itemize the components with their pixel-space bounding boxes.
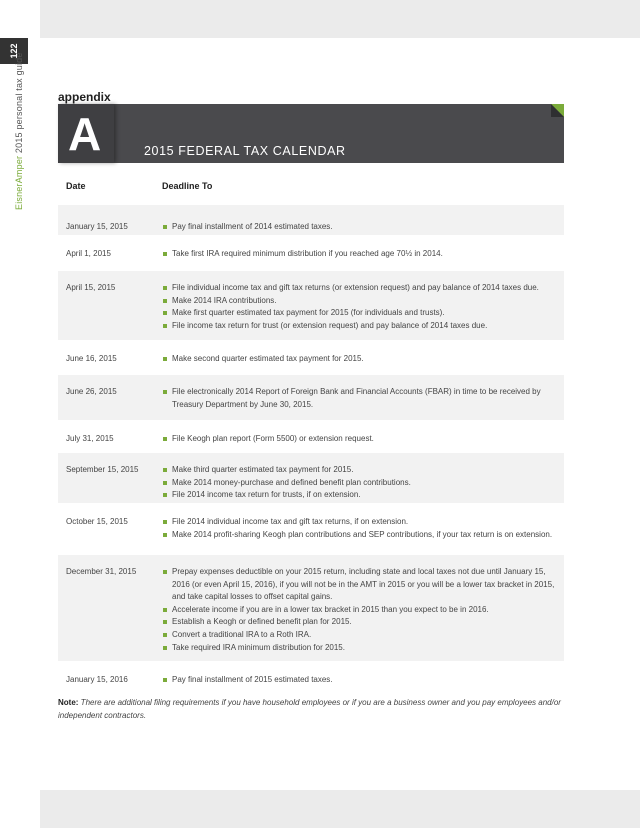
running-head [14,52,24,210]
deadline-item-text: Make third quarter estimated tax payment for 2015. [172,465,354,474]
deadline-item [163,307,559,320]
bullet-square-icon [163,481,167,485]
bullet-square-icon [163,311,167,315]
deadline-item-text: File income tax return for trust (or extension request) and pay balance of 2014 taxes due. [172,320,488,330]
deadline-item [163,386,559,411]
bullet-square-icon [163,633,167,637]
bullet-square-icon [163,533,167,537]
deadline-list [163,566,559,654]
row-date: January 15, 2015 [66,222,128,231]
row-date: April 15, 2015 [66,283,116,292]
page-number: 122 [9,43,19,59]
deadline-item-text: Make 2014 money-purchase and defined benefit plan contributions. [172,477,411,487]
deadline-item-text: Make first quarter estimated tax payment for 2015 (for individuals and trusts). [172,308,445,318]
row-date: April 1, 2015 [66,249,111,258]
deadline-item [163,353,559,366]
bullet-square-icon [163,620,167,624]
column-header-date: Date [66,181,86,191]
deadline-list [163,353,559,366]
deadline-item [163,433,559,446]
deadline-item-text: Prepay expenses deductible on your 2015 return, including state and local taxes not due until January 15, 2016 (or even April 15, 2016), if you will not be in the AMT in 2015 or you will be a lower tax bracket in 2015, and take capital losses to offset capital gains. [172,567,555,602]
deadline-item [163,616,559,629]
deadline-list [163,386,559,411]
deadline-item [163,221,559,234]
deadline-item-text: Make second quarter estimated tax payment for 2015. [172,354,364,363]
deadline-item [163,674,559,687]
deadline-item-text: File Keogh plan report (Form 5500) or extension request. [172,434,374,443]
bullet-square-icon [163,570,167,574]
section-label: appendix [58,90,111,104]
bullet-square-icon [163,225,167,229]
row-date: September 15, 2015 [66,465,139,474]
deadline-item [163,604,559,617]
deadline-item-text: File 2014 income tax return for trusts, if on extension. [172,490,361,500]
table-row [58,453,564,503]
deadline-list [163,674,559,687]
deadline-item [163,320,559,333]
row-date: June 26, 2015 [66,387,117,396]
bullet-square-icon [163,357,167,361]
table-row [58,237,564,267]
deadline-item [163,629,559,642]
footnote [58,697,564,722]
banner-title: 2015 FEDERAL TAX CALENDAR [144,144,346,158]
deadline-item [163,529,559,542]
table-row [58,422,564,452]
deadline-list [163,464,559,502]
deadline-item [163,248,559,261]
bullet-square-icon [163,437,167,441]
bullet-square-icon [163,468,167,472]
running-head-brand: EisnerAmper [14,155,24,210]
footnote-label: Note: [58,698,79,707]
row-date: January 15, 2016 [66,675,128,684]
deadline-item-text: Make 2014 profit-sharing Keogh plan contributions and SEP contributions, if your tax return is on extension. [172,529,553,539]
banner-letter: A [68,108,102,160]
deadline-item [163,489,559,502]
deadline-list [163,516,559,541]
table-row [58,205,564,235]
banner-corner-shade [551,104,564,117]
bullet-square-icon [163,678,167,682]
row-date: December 31, 2015 [66,567,137,576]
footnote-text: There are additional filing requirements if you have household employees or if you are a business owner and you pay employees and/or independent contractors. [58,698,561,720]
table-row [58,555,564,661]
bullet-square-icon [163,608,167,612]
table-row [58,271,564,340]
bullet-square-icon [163,286,167,290]
bullet-square-icon [163,252,167,256]
deadline-item-text: Accelerate income if you are in a lower tax bracket in 2015 than you expect to be in 2016. [172,604,489,614]
deadline-item-text: Pay final installment of 2015 estimated taxes. [172,675,333,684]
row-date: July 31, 2015 [66,434,114,443]
deadline-item-text: File electronically 2014 Report of Foreign Bank and Financial Accounts (FBAR) in time to be received by Treasury Department by June 30, 2015. [172,387,541,409]
deadline-list [163,282,559,332]
bullet-square-icon [163,324,167,328]
deadline-list [163,248,559,261]
deadline-item [163,477,559,490]
deadline-item [163,295,559,308]
bullet-square-icon [163,646,167,650]
banner-letter-box [58,104,114,163]
bullet-square-icon [163,520,167,524]
table-row [58,375,564,420]
row-date: October 15, 2015 [66,517,128,526]
deadline-list [163,433,559,446]
running-head-title: 2015 personal tax guide [14,52,24,156]
deadline-list [163,221,559,234]
deadline-item-text: File 2014 individual income tax and gift tax returns, if on extension. [172,517,409,526]
bullet-square-icon [163,299,167,303]
table-row [58,663,564,693]
deadline-item [163,464,559,477]
deadline-item-text: Pay final installment of 2014 estimated taxes. [172,222,333,231]
deadline-item-text: Establish a Keogh or defined benefit plan for 2015. [172,617,352,627]
table-row [58,505,564,553]
deadline-item-text: Take first IRA required minimum distribution if you reached age 70½ in 2014. [172,249,443,258]
row-date: June 16, 2015 [66,354,117,363]
deadline-item-text: Take required IRA minimum distribution for 2015. [172,642,345,652]
bullet-square-icon [163,493,167,497]
deadline-item [163,516,559,529]
title-banner [58,104,564,163]
deadline-item [163,566,559,604]
deadline-item-text: Make 2014 IRA contributions. [172,295,277,305]
deadline-item-text: File individual income tax and gift tax returns (or extension request) and pay balance of 2014 taxes due. [172,283,539,292]
bullet-square-icon [163,390,167,394]
table-row [58,342,564,372]
deadline-item [163,642,559,655]
column-header-deadline: Deadline To [162,181,213,191]
deadline-item-text: Convert a traditional IRA to a Roth IRA. [172,629,312,639]
deadline-item [163,282,559,295]
